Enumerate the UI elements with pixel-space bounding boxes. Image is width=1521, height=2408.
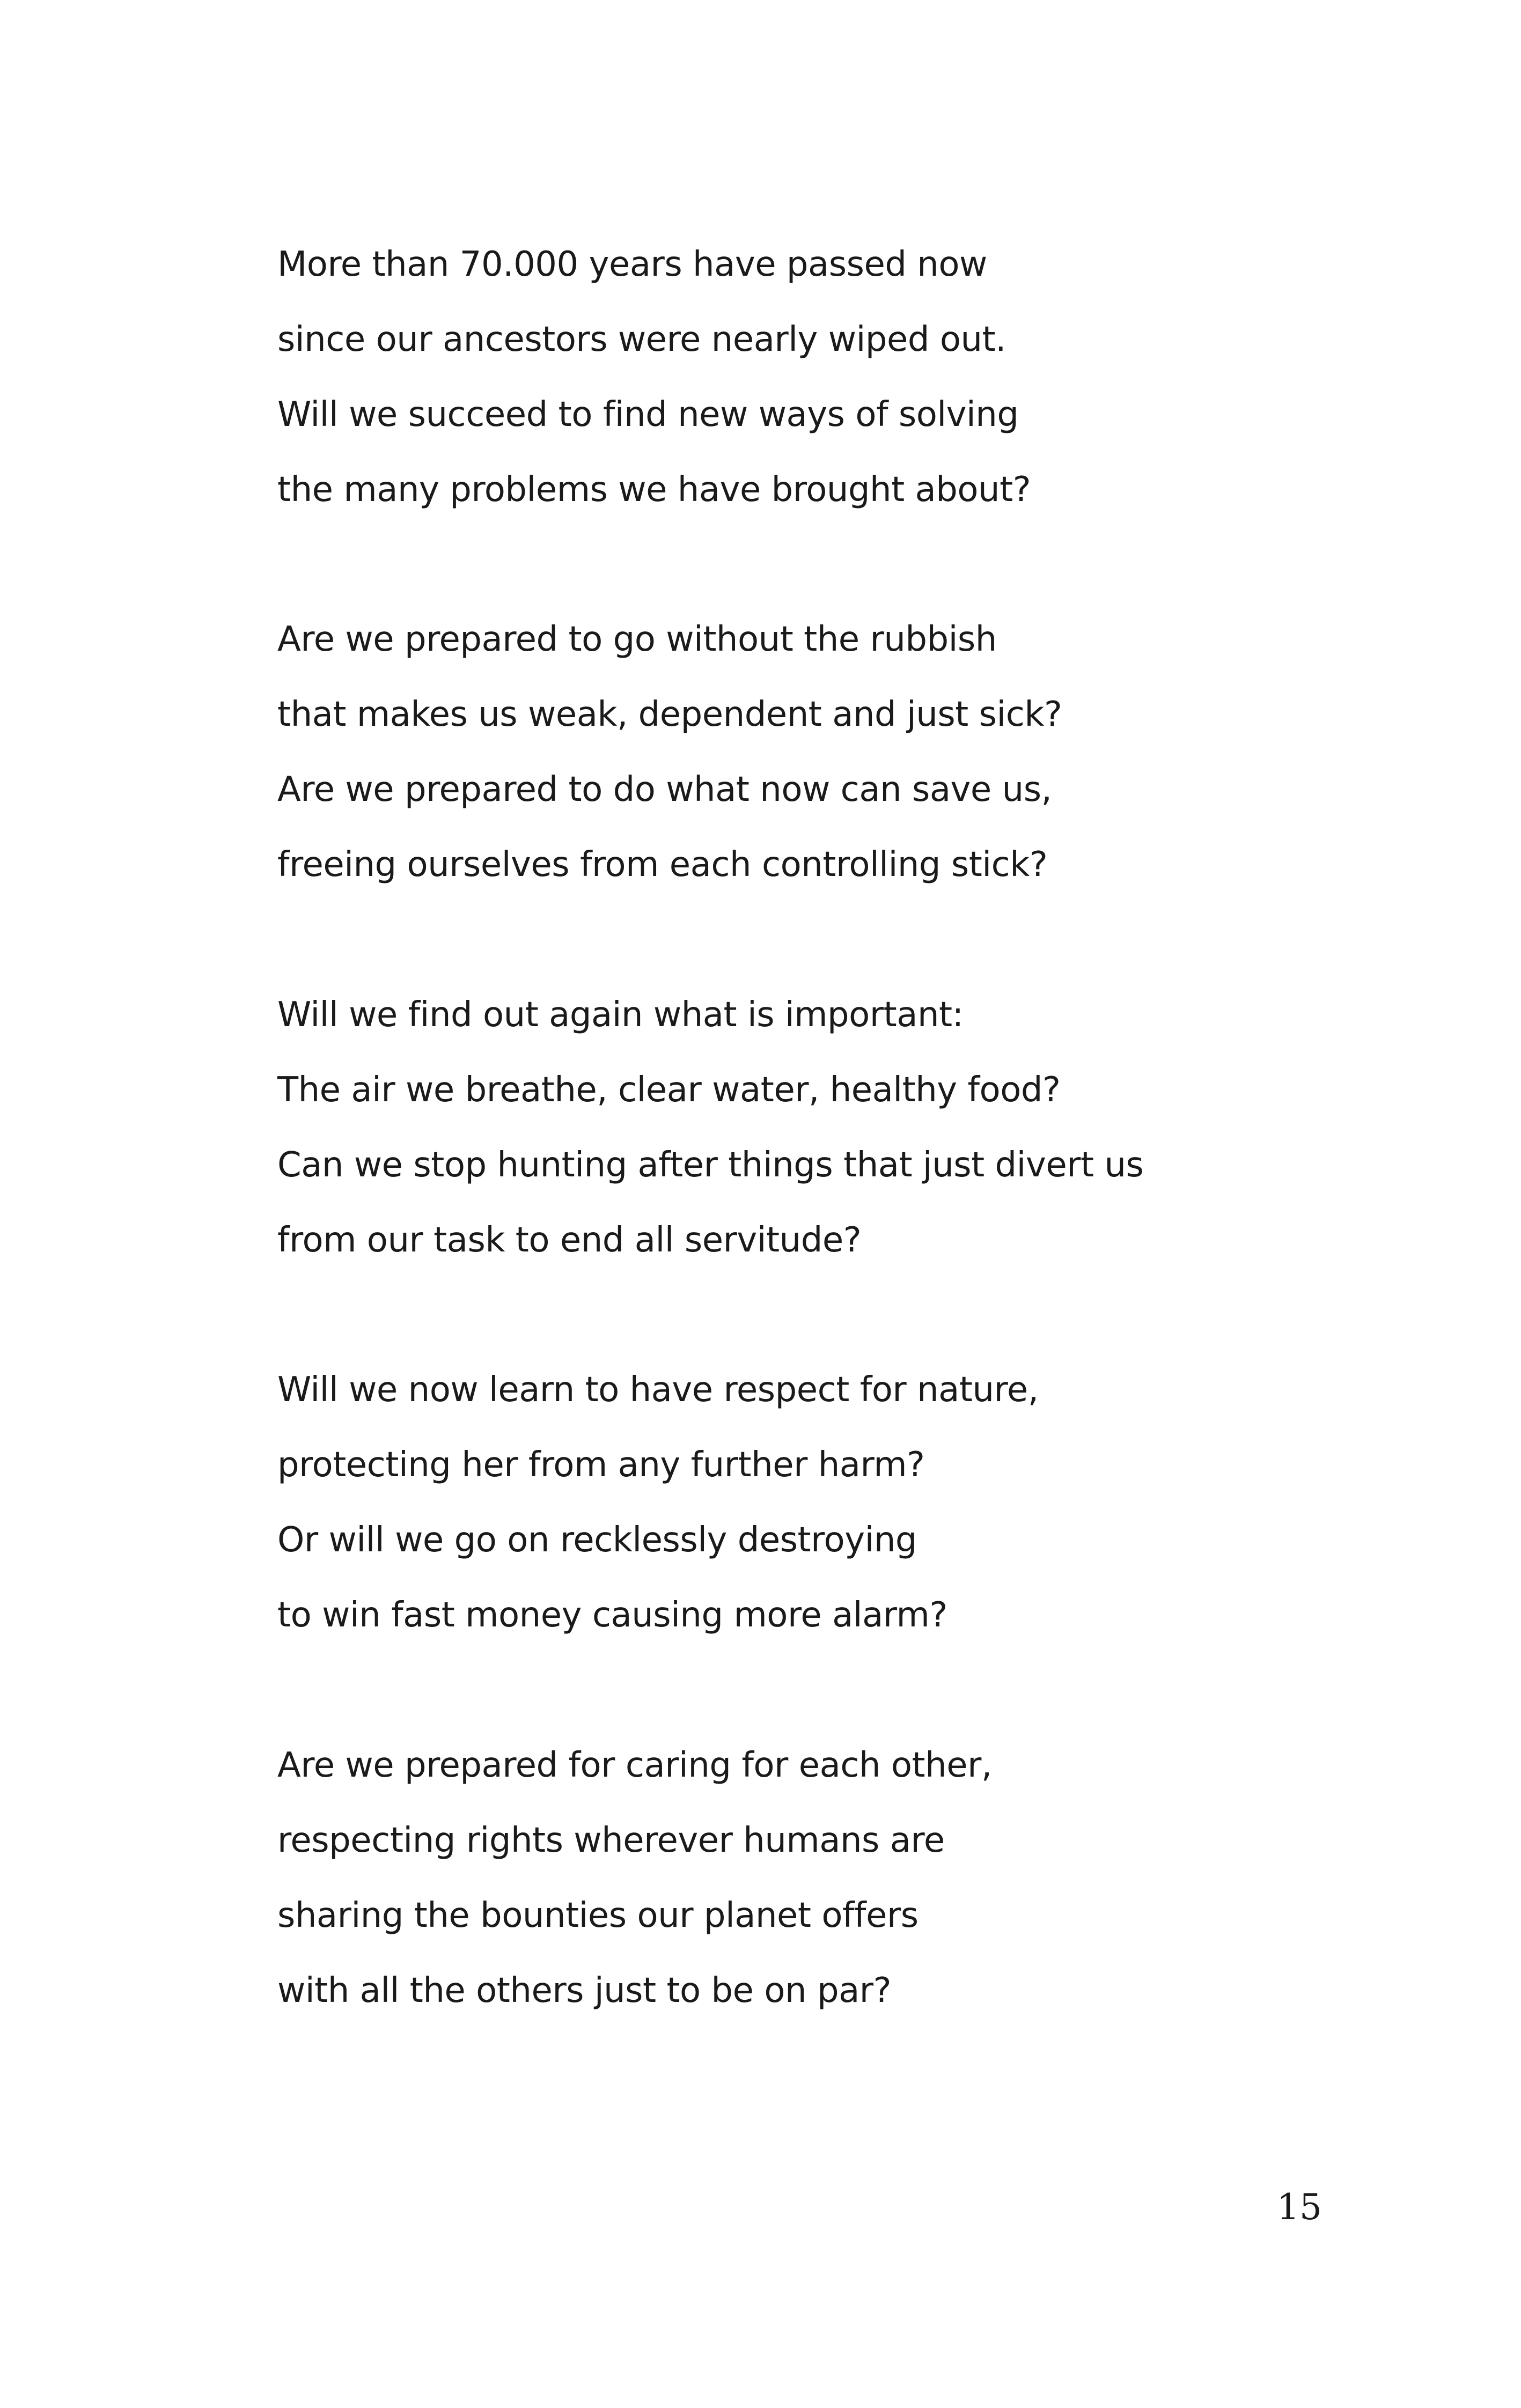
poem-line: Can we stop hunting after things that just divert us xyxy=(277,1145,1144,1185)
poem-line: freeing ourselves from each controlling stick? xyxy=(277,845,1048,885)
poem-line: with all the others just to be on par? xyxy=(277,1971,892,2011)
poem-line: to win fast money causing more alarm? xyxy=(277,1595,947,1635)
poem-line: Are we prepared for caring for each other, xyxy=(277,1746,992,1785)
poem-line: from our task to end all servitude? xyxy=(277,1220,862,1260)
poem-line: the many problems we have brought about? xyxy=(277,470,1031,510)
poem-line: Will we succeed to find new ways of solving xyxy=(277,395,1019,435)
poem xyxy=(277,0,1404,2146)
poem-line: Or will we go on recklessly destroying xyxy=(277,1520,917,1560)
poem-line: Are we prepared to do what now can save us, xyxy=(277,770,1052,809)
poem-line: Are we prepared to go without the rubbish xyxy=(277,620,997,659)
poem-line: sharing the bounties our planet offers xyxy=(277,1896,919,1935)
page-number: 15 xyxy=(1277,2186,1322,2228)
poem-line: that makes us weak, dependent and just sick? xyxy=(277,695,1062,734)
poem-line: More than 70.000 years have passed now xyxy=(277,245,987,284)
poem-line: The air we breathe, clear water, healthy food? xyxy=(277,1070,1061,1110)
poem-line: Will we now learn to have respect for nature, xyxy=(277,1370,1039,1410)
poem-line: since our ancestors were nearly wiped out. xyxy=(277,320,1006,359)
poem-line: Will we find out again what is important: xyxy=(277,995,964,1035)
poem-line: protecting her from any further harm? xyxy=(277,1445,925,1485)
poem-line: respecting rights wherever humans are xyxy=(277,1821,945,1860)
